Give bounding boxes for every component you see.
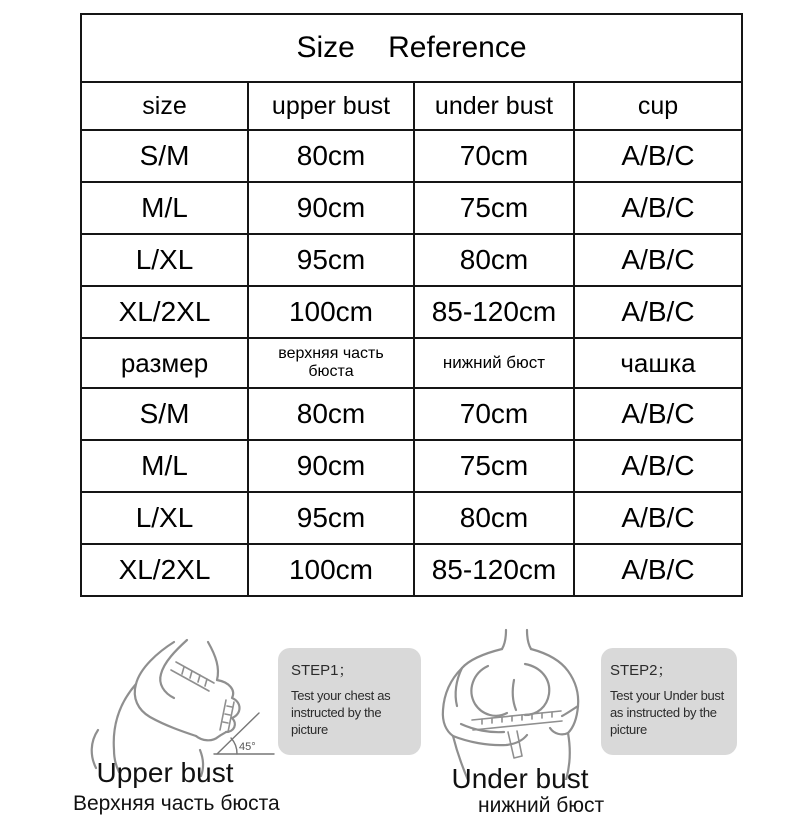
clipped-russian-caption-right: нижний бюст: [478, 794, 605, 817]
step2-instruction-box: [601, 648, 737, 755]
cell-upper-bust: 80cm: [248, 130, 414, 182]
cell-upper-bust: 95cm: [248, 492, 414, 544]
col-header-under-bust-ru: нижний бюст: [414, 338, 574, 388]
table-row: [81, 130, 742, 182]
cell-size: L/XL: [81, 492, 248, 544]
step1-text: Test your chest as instructed by the picture: [291, 688, 391, 738]
col-header-size: size: [81, 82, 248, 130]
clipped-russian-caption-left: Верхняя часть бюста: [73, 792, 280, 815]
cell-cup: A/B/C: [574, 388, 742, 440]
table-row: [81, 234, 742, 286]
cell-cup: A/B/C: [574, 492, 742, 544]
cell-upper-bust: 90cm: [248, 440, 414, 492]
upper-bust-label: Upper bust: [96, 757, 234, 788]
cell-cup: A/B/C: [574, 286, 742, 338]
cell-under-bust: 80cm: [414, 492, 574, 544]
cell-upper-bust: 100cm: [248, 544, 414, 596]
cell-upper-bust: 90cm: [248, 182, 414, 234]
cell-size: XL/2XL: [81, 286, 248, 338]
cell-size: S/M: [81, 388, 248, 440]
step1-instruction-box: [278, 648, 421, 755]
angle-45-label: 45°: [239, 741, 256, 753]
cell-cup: A/B/C: [574, 440, 742, 492]
header-row-ru: [81, 338, 742, 388]
table-row: [81, 440, 742, 492]
header-row-en: [81, 82, 742, 130]
step1-title: STEP1；: [291, 662, 354, 679]
cell-cup: A/B/C: [574, 130, 742, 182]
table-row: [81, 492, 742, 544]
col-header-upper-bust-ru-line1: верхняя часть: [278, 345, 384, 363]
cell-upper-bust: 100cm: [248, 286, 414, 338]
table-row: [81, 286, 742, 338]
page-title: Size Reference: [81, 14, 742, 82]
cell-size: M/L: [81, 182, 248, 234]
col-header-under-bust: under bust: [414, 82, 574, 130]
cell-under-bust: 70cm: [414, 388, 574, 440]
cell-cup: A/B/C: [574, 544, 742, 596]
cell-under-bust: 80cm: [414, 234, 574, 286]
col-header-cup: cup: [574, 82, 742, 130]
col-header-cup-ru: чашка: [574, 338, 742, 388]
cell-under-bust: 70cm: [414, 130, 574, 182]
cell-cup: A/B/C: [574, 182, 742, 234]
title-row: [81, 14, 742, 82]
cell-under-bust: 75cm: [414, 182, 574, 234]
table-row: [81, 388, 742, 440]
col-header-size-ru: размер: [81, 338, 248, 388]
cell-upper-bust: 95cm: [248, 234, 414, 286]
table-row: [81, 182, 742, 234]
cell-under-bust: 75cm: [414, 440, 574, 492]
col-header-upper-bust: upper bust: [248, 82, 414, 130]
col-header-upper-bust-ru-line2: бюста: [308, 363, 354, 380]
cell-cup: A/B/C: [574, 234, 742, 286]
cell-under-bust: 85-120cm: [414, 286, 574, 338]
cell-size: L/XL: [81, 234, 248, 286]
under-bust-label: Under bust: [451, 763, 589, 794]
cell-size: S/M: [81, 130, 248, 182]
table-row: [81, 544, 742, 596]
step2-text: Test your Under bust as instructed by the picture: [610, 688, 724, 738]
size-reference-table: [80, 13, 743, 597]
cell-size: XL/2XL: [81, 544, 248, 596]
cell-upper-bust: 80cm: [248, 388, 414, 440]
under-bust-measure-figure: [430, 628, 605, 780]
cell-size: M/L: [81, 440, 248, 492]
step2-title: STEP2；: [610, 662, 673, 679]
col-header-upper-bust-ru: [248, 338, 414, 388]
cell-under-bust: 85-120cm: [414, 544, 574, 596]
